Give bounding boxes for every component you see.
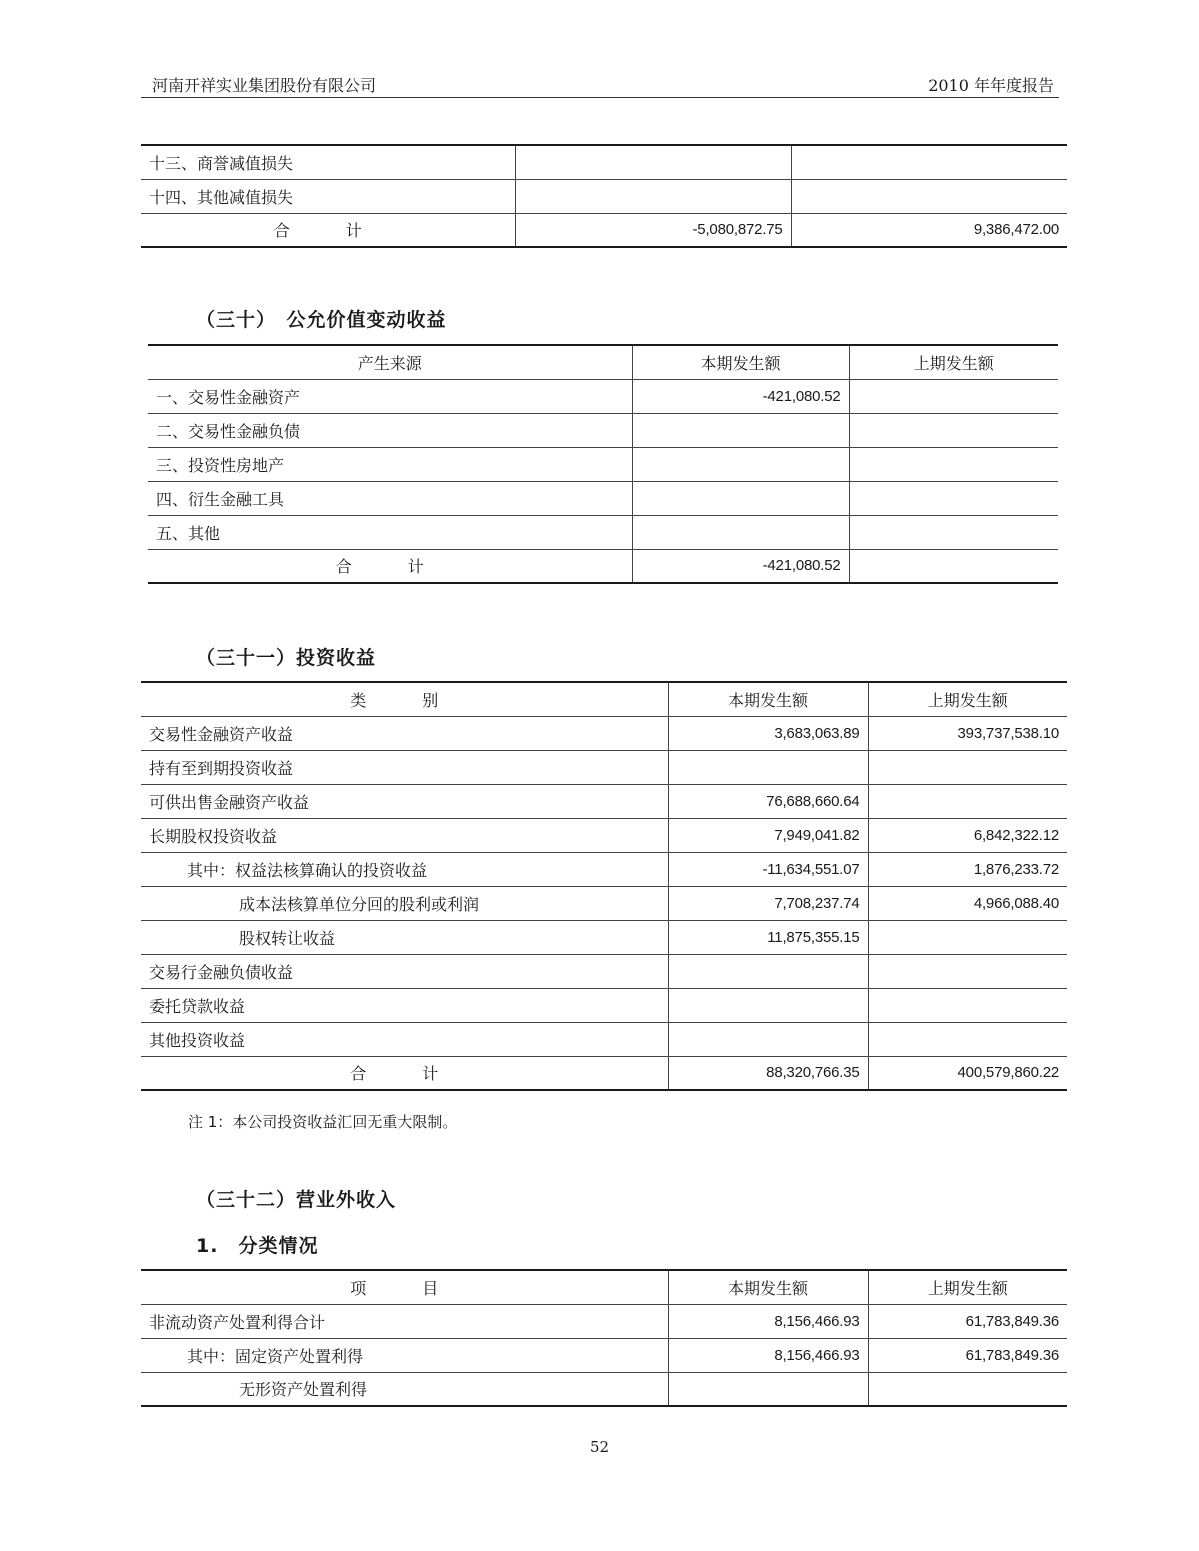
table-row xyxy=(148,413,1058,447)
previous-value xyxy=(849,549,1058,583)
current-value: -5,080,872.75 xyxy=(515,213,791,247)
table-row xyxy=(141,1372,1067,1406)
current-value: -421,080.52 xyxy=(632,379,849,413)
column-header: 本期发生额 xyxy=(668,682,868,716)
row-label: 其他投资收益 xyxy=(141,1022,668,1056)
current-value: 3,683,063.89 xyxy=(668,716,868,750)
previous-value xyxy=(849,481,1058,515)
row-label: 五、其他 xyxy=(148,515,632,549)
company-name: 河南开祥实业集团股份有限公司 xyxy=(152,76,377,95)
column-header: 项 目 xyxy=(141,1270,668,1304)
table-row xyxy=(141,852,1067,886)
previous-value xyxy=(791,179,1067,213)
column-header: 上期发生额 xyxy=(868,1270,1067,1304)
table-row xyxy=(141,784,1067,818)
previous-value xyxy=(868,784,1067,818)
row-label: 三、投资性房地产 xyxy=(148,447,632,481)
row-label: 交易性金融资产收益 xyxy=(141,716,668,750)
previous-value xyxy=(849,447,1058,481)
table-row xyxy=(141,179,1067,213)
row-label: 十三、商誉减值损失 xyxy=(141,145,515,179)
current-value: -11,634,551.07 xyxy=(668,852,868,886)
current-value xyxy=(668,750,868,784)
table-row xyxy=(148,481,1058,515)
previous-value xyxy=(868,1022,1067,1056)
section-30-title: （三十） 公允价值变动收益 xyxy=(196,309,447,331)
section-32-subtitle: 1. 分类情况 xyxy=(196,1235,319,1257)
section-31-title: （三十一）投资收益 xyxy=(196,647,377,669)
current-value xyxy=(668,1372,868,1406)
previous-value: 1,876,233.72 xyxy=(868,852,1067,886)
column-header: 上期发生额 xyxy=(868,682,1067,716)
total-label: 合 计 xyxy=(141,1056,668,1090)
row-label: 可供出售金融资产收益 xyxy=(141,784,668,818)
previous-value xyxy=(868,954,1067,988)
impairment-table xyxy=(141,144,1067,248)
current-value xyxy=(668,954,868,988)
investment-note: 注 1：本公司投资收益汇回无重大限制。 xyxy=(188,1113,458,1131)
current-value xyxy=(668,1022,868,1056)
row-label: 成本法核算单位分回的股利或利润 xyxy=(141,886,668,920)
total-label: 合 计 xyxy=(141,213,515,247)
column-header: 上期发生额 xyxy=(849,345,1058,379)
fair-value-table xyxy=(148,344,1058,584)
total-row xyxy=(141,1056,1067,1090)
table-row xyxy=(148,379,1058,413)
previous-value xyxy=(868,920,1067,954)
row-label: 其中：固定资产处置利得 xyxy=(141,1338,668,1372)
previous-value xyxy=(868,750,1067,784)
total-row xyxy=(148,549,1058,583)
section-32-title: （三十二）营业外收入 xyxy=(196,1189,397,1211)
row-label: 无形资产处置利得 xyxy=(141,1372,668,1406)
row-label: 交易行金融负债收益 xyxy=(141,954,668,988)
row-label: 四、衍生金融工具 xyxy=(148,481,632,515)
current-value xyxy=(668,988,868,1022)
row-label: 非流动资产处置利得合计 xyxy=(141,1304,668,1338)
current-value xyxy=(632,515,849,549)
page-number: 52 xyxy=(589,1438,610,1456)
current-value: 88,320,766.35 xyxy=(668,1056,868,1090)
previous-value xyxy=(791,145,1067,179)
row-label: 长期股权投资收益 xyxy=(141,818,668,852)
previous-value: 61,783,849.36 xyxy=(868,1338,1067,1372)
column-header: 产生来源 xyxy=(148,345,632,379)
current-value: 11,875,355.15 xyxy=(668,920,868,954)
current-value: 8,156,466.93 xyxy=(668,1304,868,1338)
header-divider xyxy=(141,97,1059,98)
row-label: 十四、其他减值损失 xyxy=(141,179,515,213)
table-row xyxy=(141,988,1067,1022)
table-row xyxy=(141,886,1067,920)
current-value: 7,708,237.74 xyxy=(668,886,868,920)
previous-value xyxy=(849,379,1058,413)
table-row xyxy=(141,145,1067,179)
previous-value: 400,579,860.22 xyxy=(868,1056,1067,1090)
table-row xyxy=(141,818,1067,852)
previous-value: 4,966,088.40 xyxy=(868,886,1067,920)
previous-value xyxy=(849,515,1058,549)
current-value: 8,156,466.93 xyxy=(668,1338,868,1372)
header-row xyxy=(141,1270,1067,1304)
table-row xyxy=(148,515,1058,549)
table-row xyxy=(141,954,1067,988)
previous-value xyxy=(868,1372,1067,1406)
column-header: 本期发生额 xyxy=(632,345,849,379)
previous-value: 61,783,849.36 xyxy=(868,1304,1067,1338)
row-label: 一、交易性金融资产 xyxy=(148,379,632,413)
previous-value: 393,737,538.10 xyxy=(868,716,1067,750)
investment-income-table xyxy=(141,681,1067,1091)
row-label: 其中：权益法核算确认的投资收益 xyxy=(141,852,668,886)
non-operating-income-table xyxy=(141,1269,1067,1407)
current-value: -421,080.52 xyxy=(632,549,849,583)
current-value xyxy=(632,413,849,447)
header-row xyxy=(141,682,1067,716)
row-label: 持有至到期投资收益 xyxy=(141,750,668,784)
current-value xyxy=(515,179,791,213)
total-label: 合 计 xyxy=(148,549,632,583)
current-value xyxy=(515,145,791,179)
previous-value: 9,386,472.00 xyxy=(791,213,1067,247)
row-label: 委托贷款收益 xyxy=(141,988,668,1022)
table-row xyxy=(148,447,1058,481)
previous-value: 6,842,322.12 xyxy=(868,818,1067,852)
previous-value xyxy=(849,413,1058,447)
column-header: 本期发生额 xyxy=(668,1270,868,1304)
header-row xyxy=(148,345,1058,379)
row-label: 股权转让收益 xyxy=(141,920,668,954)
table-row xyxy=(141,716,1067,750)
column-header: 类 别 xyxy=(141,682,668,716)
table-row xyxy=(141,1022,1067,1056)
table-row xyxy=(141,1304,1067,1338)
table-row xyxy=(141,1338,1067,1372)
previous-value xyxy=(868,988,1067,1022)
current-value xyxy=(632,481,849,515)
table-row xyxy=(141,920,1067,954)
current-value: 7,949,041.82 xyxy=(668,818,868,852)
report-title: 2010 年年度报告 xyxy=(928,76,1054,95)
total-row xyxy=(141,213,1067,247)
current-value: 76,688,660.64 xyxy=(668,784,868,818)
table-row xyxy=(141,750,1067,784)
current-value xyxy=(632,447,849,481)
row-label: 二、交易性金融负债 xyxy=(148,413,632,447)
